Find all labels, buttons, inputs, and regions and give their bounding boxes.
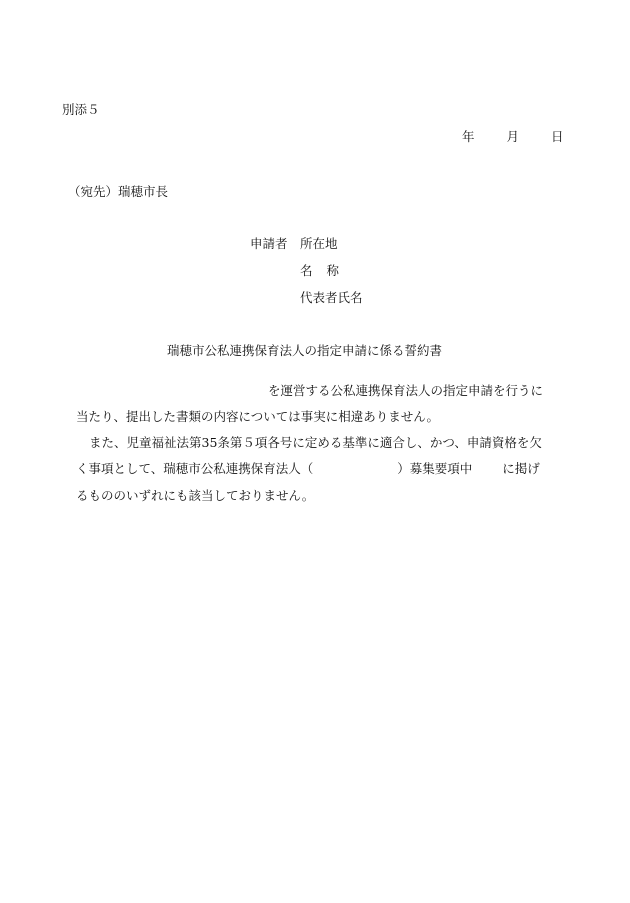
addressee: （宛先）瑞穂市長 (68, 184, 169, 199)
representative-field-label: 代表者氏名 (300, 290, 363, 305)
body-line-2: 当たり、提出した書類の内容については事実に相違ありません。 (76, 409, 440, 424)
body-line-1: を運営する公私連携保育法人の指定申請を行うに (268, 383, 544, 398)
date-line (462, 131, 564, 144)
body-line-4 (76, 463, 540, 476)
applicant-label: 申請者 (250, 236, 288, 251)
body-line-3: また、児童福祉法第35条第５項各号に定める基準に適合し、かつ、申請資格を欠 (89, 435, 542, 450)
name-label-char-2: 称 (326, 263, 340, 278)
body-line-4-part-b: ）募集要項中 (397, 461, 473, 476)
name-label-char-1: 名 (300, 263, 313, 278)
body-line-4-part-a: く事項として、瑞穂市公私連携保育法人（ (76, 461, 314, 476)
date-day-label: 日 (551, 129, 564, 144)
name-field-label (300, 265, 339, 278)
body-line-5: るもののいずれにも該当しておりません。 (76, 488, 315, 503)
body-line-4-part-c: に掲げ (502, 461, 540, 476)
attachment-label: 別添５ (62, 102, 100, 117)
date-month-label: 月 (506, 129, 520, 144)
date-year-label: 年 (462, 129, 475, 144)
document-title: 瑞穂市公私連携保育法人の指定申請に係る誓約書 (167, 343, 443, 358)
address-field-label: 所在地 (300, 236, 338, 251)
